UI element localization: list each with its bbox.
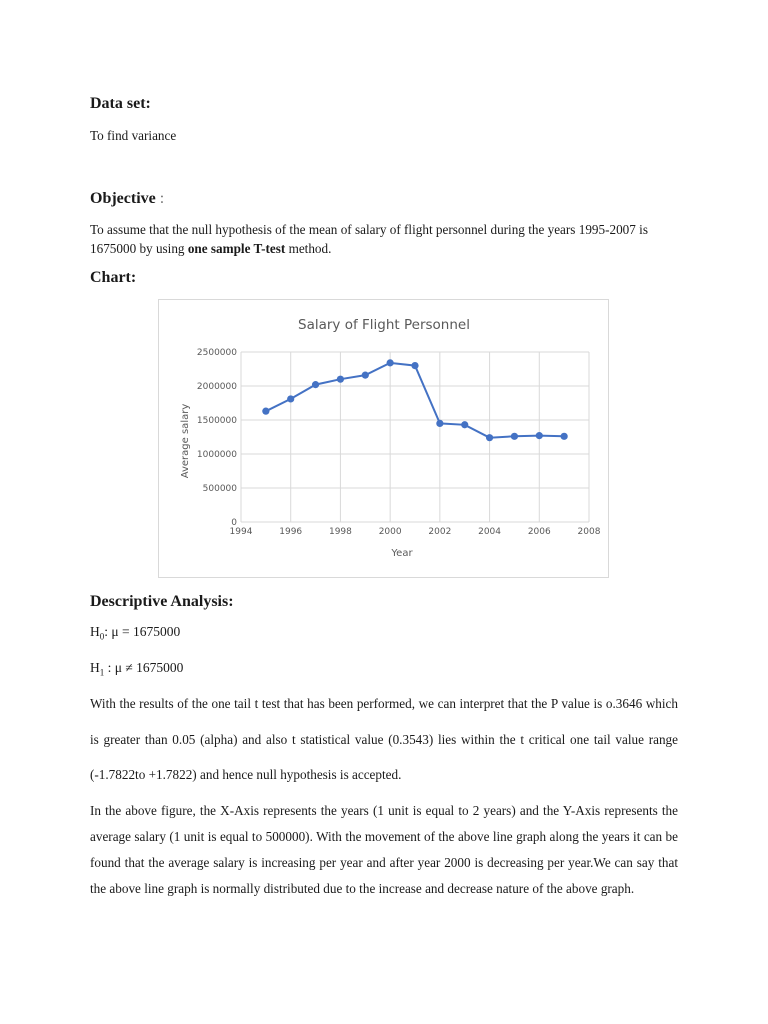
data-point [312,381,319,388]
x-tick-label: 2008 [577,527,601,537]
y-tick-label: 2000000 [196,382,237,392]
x-tick-label: 2000 [378,527,402,537]
x-tick-label: 2002 [428,527,452,537]
x-tick-label: 1994 [229,527,253,537]
chart-heading: Chart: [90,269,137,286]
objective-colon: : [159,190,165,207]
h1-subscript: 1 [99,667,105,678]
null-hypothesis [90,624,678,642]
x-tick-label: 1998 [328,527,352,537]
data-point [486,434,493,441]
data-point [411,362,418,369]
data-point [337,376,344,383]
chart-title: Salary of Flight Personnel [298,317,470,333]
data-point [511,433,518,440]
objective-heading-label: Objective [90,190,156,207]
analysis-paragraph-2: In the above figure, the X-Axis represents the years (1 unit is equal to 2 years) and the Y-Axis represents the average salary (1 unit is equal to 500000). With the movement of the above line graph along the years it can be found that the average salary is increasing per year and after year 2000 is decreasing per year.We can say that the above line graph is normally distributed due to the increase and decrease nature of the above graph. [90,803,678,896]
y-tick-label: 2500000 [196,348,237,358]
h0-text: : μ = 1675000 [104,624,181,639]
objective-heading [90,190,164,208]
alternative-hypothesis [90,660,678,678]
objective-text-bold: one sample T-test [187,241,286,256]
data-point [362,372,369,379]
x-tick-label: 2006 [527,527,551,537]
salary-line-chart [158,299,609,578]
y-tick-label: 500000 [202,484,237,494]
objective-text [90,220,678,258]
dataset-text: To find variance [90,128,177,143]
data-point [461,421,468,428]
y-tick-label: 1000000 [196,450,237,460]
data-point [262,408,269,415]
x-axis-title: Year [391,548,413,559]
data-point [436,420,443,427]
h0-subscript: 0 [99,631,105,642]
series-line [266,363,564,438]
x-tick-label: 1996 [279,527,303,537]
chart-svg [159,300,610,579]
data-point [287,395,294,402]
data-point [561,433,568,440]
analysis-heading: Descriptive Analysis: [90,593,234,610]
y-tick-label: 0 [231,518,237,528]
chart-tick-labels [197,348,601,537]
y-tick-label: 1500000 [196,416,237,426]
objective-text-after: method. [285,241,332,256]
data-point [387,359,394,366]
h1-text: : μ ≠ 1675000 [104,660,184,675]
data-point [536,432,543,439]
h1-letter: H [90,660,100,675]
y-axis-title: Average salary [180,403,191,479]
x-tick-label: 2004 [478,527,502,537]
h0-letter: H [90,624,100,639]
dataset-heading: Data set: [90,95,151,112]
analysis-paragraph-1: With the results of the one tail t test that has been performed, we can interpret that the P value is o.3646 which is greater than 0.05 (alpha) and also t statistical value (0.3543) lies within the t critical one tail value range (-1.7822to +1.7822) and hence null hypothesis is accepted. [90,696,678,782]
objective-text-before: To assume that the null hypothesis of the mean of salary of flight personnel during the years 1995-2007 is 1675000 by using [90,222,648,256]
series-points [262,359,567,441]
